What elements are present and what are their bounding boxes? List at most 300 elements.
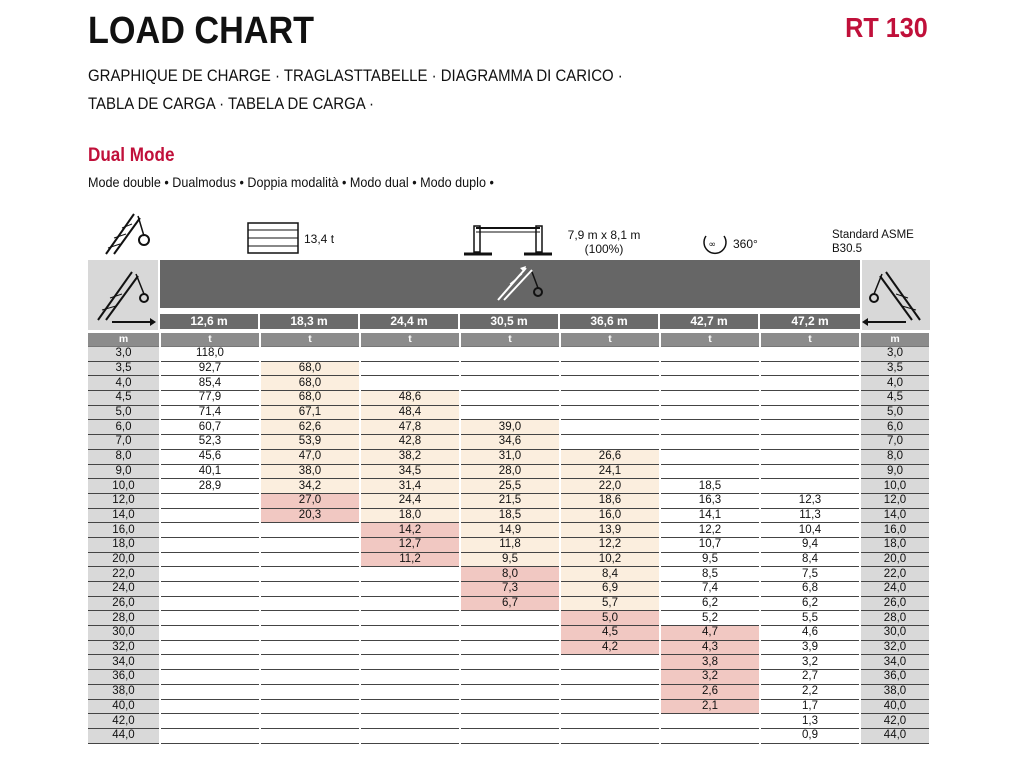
radius-cell: 44,0	[860, 728, 930, 743]
load-cell: 26,6	[560, 449, 660, 464]
load-cell: 3,9	[760, 640, 860, 655]
load-cell: 21,5	[460, 493, 560, 508]
table-row	[88, 493, 930, 508]
unit-load: t	[360, 333, 460, 347]
load-cell	[660, 405, 760, 420]
load-cell: 1,3	[760, 714, 860, 729]
load-cell: 18,5	[660, 479, 760, 494]
table-row	[88, 670, 930, 685]
load-cell: 12,2	[660, 523, 760, 538]
load-cell	[160, 655, 260, 670]
load-cell	[560, 670, 660, 685]
load-cell: 4,5	[560, 626, 660, 641]
load-cell: 8,5	[660, 567, 760, 582]
load-cell	[460, 361, 560, 376]
load-cell: 40,1	[160, 464, 260, 479]
load-cell	[460, 405, 560, 420]
boom-length-5: 36,6 m	[560, 314, 658, 329]
boom-length-3: 24,4 m	[360, 314, 458, 329]
load-cell	[760, 376, 860, 391]
page-title: LOAD CHART	[88, 10, 315, 52]
radius-cell: 14,0	[860, 508, 930, 523]
table-row	[88, 611, 930, 626]
load-cell	[160, 640, 260, 655]
load-cell: 42,8	[360, 435, 460, 450]
radius-cell: 4,5	[88, 391, 160, 406]
table-row	[88, 596, 930, 611]
load-cell	[760, 479, 860, 494]
load-cell: 16,3	[660, 493, 760, 508]
radius-cell: 9,0	[88, 464, 160, 479]
radius-cell: 32,0	[88, 640, 160, 655]
table-row	[88, 464, 930, 479]
mode-subtitle: Mode double • Dualmodus • Doppia modalità • Modo dual • Modo duplo •	[88, 174, 494, 190]
load-cell: 68,0	[260, 376, 360, 391]
load-cell	[260, 596, 360, 611]
radius-cell: 34,0	[860, 655, 930, 670]
load-cell: 4,2	[560, 640, 660, 655]
table-row	[88, 684, 930, 699]
load-cell	[660, 728, 760, 743]
subtitle-line-1: GRAPHIQUE DE CHARGE · TRAGLASTTABELLE · DIAGRAMMA DI CARICO ·	[88, 66, 623, 85]
load-cell	[460, 640, 560, 655]
radius-cell: 30,0	[88, 626, 160, 641]
table-row	[88, 435, 930, 450]
load-cell: 39,0	[460, 420, 560, 435]
table-row	[88, 582, 930, 597]
load-cell	[560, 391, 660, 406]
load-cell	[660, 435, 760, 450]
load-cell: 77,9	[160, 391, 260, 406]
load-cell: 38,0	[260, 464, 360, 479]
boom-length-7: 47,2 m	[760, 314, 860, 329]
load-cell	[560, 684, 660, 699]
load-cell	[660, 449, 760, 464]
load-cell: 3,2	[660, 670, 760, 685]
load-cell: 9,4	[760, 537, 860, 552]
load-cell	[160, 714, 260, 729]
load-cell	[360, 684, 460, 699]
load-cell	[160, 537, 260, 552]
load-cell	[460, 376, 560, 391]
load-cell: 5,5	[760, 611, 860, 626]
load-cell	[660, 714, 760, 729]
load-cell	[160, 508, 260, 523]
radius-cell: 18,0	[860, 537, 930, 552]
load-cell	[260, 626, 360, 641]
radius-cell: 10,0	[860, 479, 930, 494]
radius-cell: 8,0	[860, 449, 930, 464]
radius-cell: 26,0	[88, 596, 160, 611]
load-cell	[460, 728, 560, 743]
unit-load: t	[260, 333, 360, 347]
load-cell: 14,9	[460, 523, 560, 538]
load-cell: 0,9	[760, 728, 860, 743]
load-cell	[560, 655, 660, 670]
subtitle	[88, 62, 704, 118]
table-row	[88, 508, 930, 523]
load-cell: 47,8	[360, 420, 460, 435]
load-cell	[160, 684, 260, 699]
load-cell	[360, 361, 460, 376]
load-cell: 14,1	[660, 508, 760, 523]
load-cell	[360, 611, 460, 626]
load-cell	[460, 714, 560, 729]
load-cell	[560, 699, 660, 714]
boom-length-2: 18,3 m	[260, 314, 358, 329]
load-cell: 47,0	[260, 449, 360, 464]
load-cell: 8,4	[560, 567, 660, 582]
load-cell: 2,1	[660, 699, 760, 714]
load-cell	[360, 376, 460, 391]
load-cell: 2,6	[660, 684, 760, 699]
load-cell	[260, 670, 360, 685]
load-cell	[260, 567, 360, 582]
load-cell: 45,6	[160, 449, 260, 464]
load-cell	[260, 728, 360, 743]
radius-cell: 36,0	[860, 670, 930, 685]
counterweight-icon	[247, 222, 299, 254]
load-cell: 8,0	[460, 567, 560, 582]
radius-cell: 3,0	[88, 347, 160, 362]
boom-length-header	[160, 314, 860, 329]
load-cell	[260, 611, 360, 626]
radius-cell: 12,0	[860, 493, 930, 508]
radius-cell: 14,0	[88, 508, 160, 523]
unit-radius-left: m	[88, 333, 160, 347]
radius-cell: 4,0	[860, 376, 930, 391]
outrigger-percent: (100%)	[584, 242, 624, 256]
unit-load: t	[560, 333, 660, 347]
load-cell: 13,9	[560, 523, 660, 538]
load-cell	[360, 626, 460, 641]
load-cell: 9,5	[460, 552, 560, 567]
load-cell: 92,7	[160, 361, 260, 376]
load-cell: 11,3	[760, 508, 860, 523]
table-row	[88, 714, 930, 729]
load-cell	[460, 655, 560, 670]
load-cell	[360, 567, 460, 582]
load-cell: 4,6	[760, 626, 860, 641]
table-row	[88, 640, 930, 655]
load-cell: 12,7	[360, 537, 460, 552]
load-cell: 4,7	[660, 626, 760, 641]
load-cell	[460, 684, 560, 699]
radius-cell: 16,0	[860, 523, 930, 538]
load-cell: 28,0	[460, 464, 560, 479]
load-cell: 48,6	[360, 391, 460, 406]
load-cell	[760, 464, 860, 479]
radius-cell: 38,0	[88, 684, 160, 699]
table-row	[88, 626, 930, 641]
outrigger-span: 7,9 m x 8,1 m	[567, 228, 641, 242]
load-cell	[160, 567, 260, 582]
radius-cell: 44,0	[88, 728, 160, 743]
radius-cell: 5,0	[88, 405, 160, 420]
load-cell: 24,4	[360, 493, 460, 508]
load-cell	[760, 435, 860, 450]
load-cell: 27,0	[260, 493, 360, 508]
load-cell: 34,2	[260, 479, 360, 494]
table-row	[88, 699, 930, 714]
load-cell	[160, 552, 260, 567]
load-cell	[560, 361, 660, 376]
mode-title: Dual Mode	[88, 145, 175, 166]
load-cell	[760, 347, 860, 362]
load-cell	[460, 391, 560, 406]
load-cell	[360, 655, 460, 670]
boom-length-icon	[492, 264, 548, 304]
load-cell: 2,2	[760, 684, 860, 699]
load-cell	[360, 670, 460, 685]
load-cell: 18,0	[360, 508, 460, 523]
radius-cell: 7,0	[860, 435, 930, 450]
standard-code: B30.5	[832, 243, 863, 255]
load-cell	[160, 728, 260, 743]
load-cell: 12,2	[560, 537, 660, 552]
load-cell	[160, 596, 260, 611]
table-row	[88, 728, 930, 743]
table-row	[88, 391, 930, 406]
load-cell: 6,2	[760, 596, 860, 611]
radius-cell: 10,0	[88, 479, 160, 494]
rotation-icon	[700, 230, 730, 256]
load-cell: 31,4	[360, 479, 460, 494]
load-cell	[760, 420, 860, 435]
load-cell: 6,8	[760, 582, 860, 597]
table-row	[88, 479, 930, 494]
radius-cell: 42,0	[88, 714, 160, 729]
load-cell: 10,2	[560, 552, 660, 567]
load-cell: 52,3	[160, 435, 260, 450]
load-cell	[660, 347, 760, 362]
load-cell: 48,4	[360, 405, 460, 420]
table-row	[88, 449, 930, 464]
load-cell	[160, 582, 260, 597]
load-cell: 4,3	[660, 640, 760, 655]
load-cell: 118,0	[160, 347, 260, 362]
load-cell	[460, 670, 560, 685]
load-table-body	[88, 347, 930, 744]
load-cell	[260, 523, 360, 538]
radius-cell: 18,0	[88, 537, 160, 552]
radius-cell: 38,0	[860, 684, 930, 699]
load-cell	[360, 714, 460, 729]
load-cell: 68,0	[260, 361, 360, 376]
load-cell: 7,4	[660, 582, 760, 597]
load-cell: 62,6	[260, 420, 360, 435]
table-row	[88, 361, 930, 376]
load-cell: 5,0	[560, 611, 660, 626]
load-cell	[160, 670, 260, 685]
load-cell	[360, 640, 460, 655]
boom-length-6: 42,7 m	[660, 314, 758, 329]
load-cell	[360, 728, 460, 743]
load-cell: 53,9	[260, 435, 360, 450]
load-cell: 67,1	[260, 405, 360, 420]
radius-cell: 20,0	[860, 552, 930, 567]
load-cell: 9,5	[660, 552, 760, 567]
table-row	[88, 376, 930, 391]
load-cell	[360, 699, 460, 714]
load-cell	[260, 640, 360, 655]
radius-cell: 40,0	[860, 699, 930, 714]
radius-cell: 16,0	[88, 523, 160, 538]
load-cell: 3,8	[660, 655, 760, 670]
load-cell	[160, 523, 260, 538]
load-cell: 85,4	[160, 376, 260, 391]
radius-cell: 32,0	[860, 640, 930, 655]
standard-spec	[832, 228, 914, 256]
load-cell	[460, 626, 560, 641]
boom-header-band	[160, 260, 860, 308]
load-cell	[360, 347, 460, 362]
counterweight-value: 13,4 t	[304, 232, 335, 246]
load-cell: 3,2	[760, 655, 860, 670]
load-cell: 16,0	[560, 508, 660, 523]
load-cell: 18,5	[460, 508, 560, 523]
radius-cell: 24,0	[860, 582, 930, 597]
radius-cell: 28,0	[88, 611, 160, 626]
load-cell	[560, 728, 660, 743]
radius-cell: 9,0	[860, 464, 930, 479]
radius-cell: 6,0	[88, 420, 160, 435]
load-cell: 31,0	[460, 449, 560, 464]
load-cell: 18,6	[560, 493, 660, 508]
unit-load: t	[160, 333, 260, 347]
load-cell: 38,2	[360, 449, 460, 464]
load-cell: 2,7	[760, 670, 860, 685]
load-cell	[260, 699, 360, 714]
load-cell: 71,4	[160, 405, 260, 420]
radius-cell: 6,0	[860, 420, 930, 435]
boom-length-4: 30,5 m	[460, 314, 558, 329]
load-cell	[460, 699, 560, 714]
unit-load: t	[660, 333, 760, 347]
radius-cell: 3,5	[88, 361, 160, 376]
boom-radius-right-icon	[862, 260, 930, 330]
load-cell	[260, 684, 360, 699]
radius-cell: 22,0	[860, 567, 930, 582]
load-cell	[260, 655, 360, 670]
unit-radius-right: m	[860, 333, 930, 347]
radius-cell: 30,0	[860, 626, 930, 641]
table-row	[88, 567, 930, 582]
load-cell	[560, 376, 660, 391]
load-cell: 11,8	[460, 537, 560, 552]
load-cell: 20,3	[260, 508, 360, 523]
radius-cell: 8,0	[88, 449, 160, 464]
load-cell	[160, 493, 260, 508]
outrigger-spec	[556, 228, 652, 256]
load-cell: 34,5	[360, 464, 460, 479]
load-cell: 14,2	[360, 523, 460, 538]
load-cell	[360, 582, 460, 597]
load-cell	[160, 611, 260, 626]
load-cell	[460, 611, 560, 626]
boom-hook-icon	[100, 208, 158, 258]
radius-cell: 3,0	[860, 347, 930, 362]
load-cell	[660, 376, 760, 391]
load-cell	[660, 464, 760, 479]
boom-radius-left-icon	[88, 260, 158, 330]
load-cell: 6,2	[660, 596, 760, 611]
load-cell	[760, 391, 860, 406]
load-cell	[360, 596, 460, 611]
load-cell: 5,7	[560, 596, 660, 611]
table-row	[88, 655, 930, 670]
load-cell: 6,7	[460, 596, 560, 611]
load-cell	[260, 347, 360, 362]
load-cell	[760, 449, 860, 464]
load-cell: 10,4	[760, 523, 860, 538]
load-cell: 1,7	[760, 699, 860, 714]
subtitle-line-2: TABLA DE CARGA · TABELA DE CARGA ·	[88, 94, 374, 113]
load-cell: 12,3	[760, 493, 860, 508]
load-cell	[560, 420, 660, 435]
load-cell	[660, 420, 760, 435]
boom-length-1: 12,6 m	[160, 314, 258, 329]
radius-cell: 22,0	[88, 567, 160, 582]
table-row	[88, 523, 930, 538]
load-cell	[560, 714, 660, 729]
table-row	[88, 347, 930, 362]
unit-load: t	[760, 333, 860, 347]
load-cell: 28,9	[160, 479, 260, 494]
radius-cell: 28,0	[860, 611, 930, 626]
standard-name: Standard ASME	[832, 229, 914, 241]
load-cell: 60,7	[160, 420, 260, 435]
radius-cell: 40,0	[88, 699, 160, 714]
load-table	[88, 333, 931, 744]
load-cell	[260, 714, 360, 729]
table-row	[88, 537, 930, 552]
load-cell: 7,5	[760, 567, 860, 582]
load-cell: 25,5	[460, 479, 560, 494]
radius-cell: 34,0	[88, 655, 160, 670]
radius-cell: 3,5	[860, 361, 930, 376]
load-cell	[560, 347, 660, 362]
load-cell	[260, 537, 360, 552]
rotation-value: 360°	[733, 237, 758, 251]
load-cell	[760, 405, 860, 420]
radius-cell: 24,0	[88, 582, 160, 597]
load-cell	[260, 582, 360, 597]
load-cell	[760, 361, 860, 376]
load-cell: 11,2	[360, 552, 460, 567]
radius-cell: 26,0	[860, 596, 930, 611]
radius-cell: 5,0	[860, 405, 930, 420]
load-cell: 24,1	[560, 464, 660, 479]
load-cell	[460, 347, 560, 362]
table-row	[88, 405, 930, 420]
load-cell	[660, 361, 760, 376]
load-cell: 6,9	[560, 582, 660, 597]
table-row	[88, 420, 930, 435]
radius-cell: 42,0	[860, 714, 930, 729]
load-cell	[260, 552, 360, 567]
radius-cell: 20,0	[88, 552, 160, 567]
radius-cell: 12,0	[88, 493, 160, 508]
load-cell: 8,4	[760, 552, 860, 567]
unit-row	[88, 333, 930, 347]
load-cell	[560, 435, 660, 450]
load-cell: 10,7	[660, 537, 760, 552]
radius-cell: 4,5	[860, 391, 930, 406]
svg-text:∞: ∞	[708, 240, 716, 250]
model-name: RT 130	[845, 12, 928, 43]
unit-load: t	[460, 333, 560, 347]
